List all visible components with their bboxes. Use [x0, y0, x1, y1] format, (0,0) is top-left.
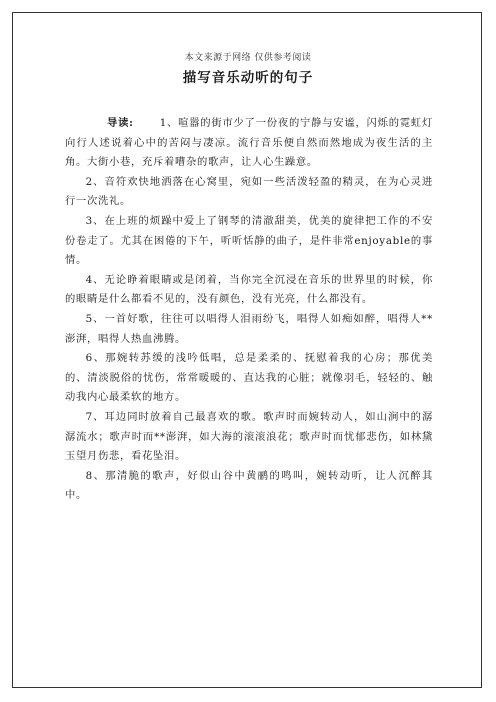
- paragraph-3: 3、在上班的烦躁中爱上了钢琴的清澈甜美，优美的旋律把工作的不安份卷走了。尤其在困倦的下午，听听恬静的曲子，是件非常enjoyable的事情。: [65, 214, 433, 267]
- paragraph-2: 2、音符欢快地洒落在心窝里，宛如一些活泼轻盈的精灵，在为心灵进行一次洗礼。: [65, 175, 433, 208]
- paragraph-1: [65, 114, 433, 173]
- paragraph-4: 4、无论睁着眼睛或是闭着，当你完全沉浸在音乐的世界里的时候，你的眼睛是什么都看不见的，没有颜色，没有光亮，什么都没有。: [65, 273, 433, 306]
- intro-label: 导读:: [107, 117, 134, 129]
- page-title: 描写音乐动听的句子: [182, 70, 314, 86]
- source-note: 本文来源于网络 仅供参考阅读: [184, 53, 312, 63]
- paragraph-1-text: 1、喧嚣的街市少了一份夜的宁静与安谧，闪烁的霓虹灯向行人述说着心中的苦闷与凄凉。流行音乐便自然而然地成为夜生活的主角。大街小巷，充斥着嘈杂的歌声，让人心生躁意。: [65, 117, 433, 169]
- paragraph-5: 5、一首好歌，往往可以唱得人泪雨纷飞，唱得人如痴如醉，唱得人**澎湃，唱得人热血沸腾。: [65, 312, 433, 345]
- paragraph-8: 8、那清脆的歌声，好似山谷中黄鹂的鸣叫，婉转动听，让人沉醉其中。: [65, 469, 433, 502]
- paragraph-7: 7、耳边同时放着自己最喜欢的歌。歌声时而婉转动人，如山涧中的潺潺流水；歌声时而**澎湃，如大海的滚滚浪花；歌声时而忧郁悲伤，如林黛玉望月伤悲，看花坠泪。: [65, 410, 433, 463]
- article-body: [65, 114, 433, 506]
- paragraph-6: 6、那婉转苏缓的浅吟低唱，总是柔柔的、抚慰着我的心房；那优美的、清淡脱俗的忧伤，常常暖暖的、直达我的心脏；就像羽毛，轻轻的、触动我内心最柔软的地方。: [65, 352, 433, 404]
